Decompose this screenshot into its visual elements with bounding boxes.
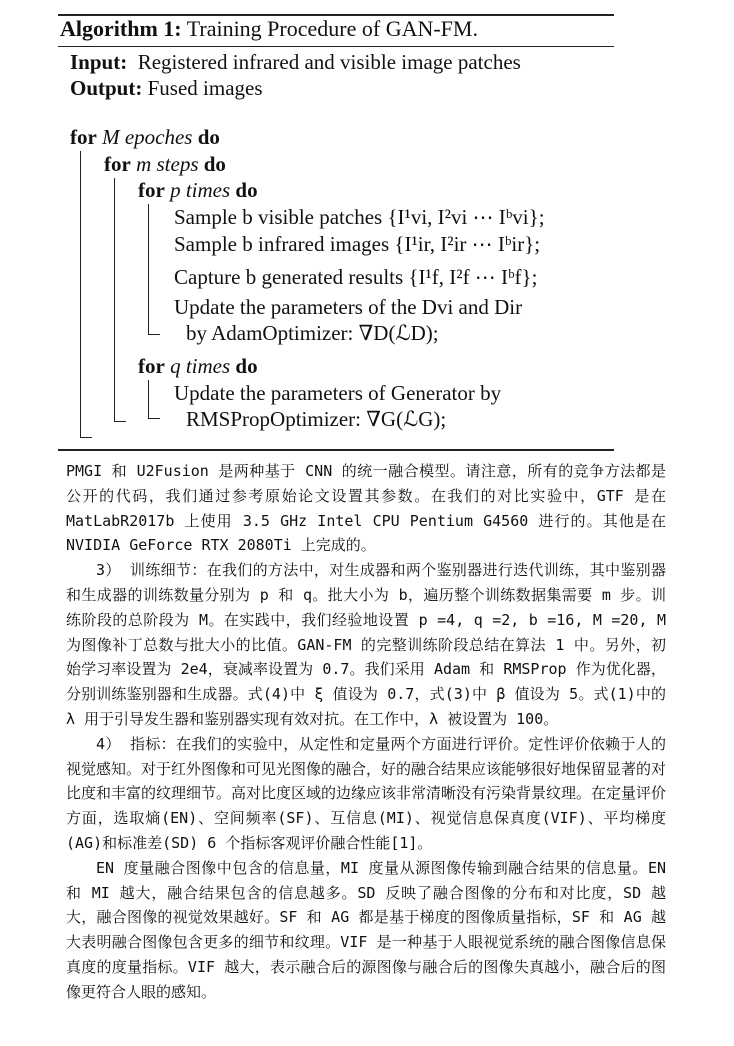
paragraph-competing-methods: PMGI 和 U2Fusion 是两种基于 CNN 的统一融合模型。请注意，所有的竞争方法都是公开的代码，我们通过参考原始论文设置其参数。在我们的对比实验中，GTF 是在 MatLabR2017b 上使用 3.5 GHz Intel CPU Pentium G4560 进行的。其他是在 NVIDIA GeForce RTX 2080Ti 上完成的。 (66, 462, 666, 555)
paragraph-training-details: 3） 训练细节：在我们的方法中，对生成器和两个鉴别器进行迭代训练，其中鉴别器和生成器的训练数量分别为 p 和 q。批大小为 b，遍历整个训练数据集需要 m 步。训练阶段的总阶段为 M。在实践中，我们经验地设置 p =4, q =2, b =16, M =20, M 为图像补丁总数与批大小的比值。GAN-FM 的完整训练阶段总结在算法 1 中。另外，初始学习率设置为 2e4，衰减率设置为 0.7。我们采用 Adam 和 RMSProp 作为优化器，分别训练鉴别器和生成器。式(4)中 ξ 值设为 0.7，式(3)中 β 值设为 5。式(1)中的 λ 用于引导发生器和鉴别器实现有效对抗。在工作中，λ 被设置为 100。 (66, 561, 666, 728)
for-keyword: for (104, 152, 131, 176)
block-end-p (148, 334, 160, 335)
block-end-epochs (80, 437, 92, 438)
algorithm-output (70, 76, 263, 100)
output-label: Output: (70, 76, 143, 100)
do-keyword: do (203, 152, 226, 176)
sample-visible-line: Sample b visible patches {I¹vi, I²vi ⋯ Iᵇvi}; (174, 205, 545, 229)
block-bar-epochs (80, 151, 81, 437)
block-bar-q (148, 380, 149, 418)
block-bar-steps (114, 178, 115, 421)
for-q-var: q times (170, 354, 231, 378)
algorithm-label: Algorithm 1: (60, 16, 182, 41)
for-p-var: p times (170, 178, 231, 202)
algorithm-input (70, 50, 521, 74)
for-keyword: for (138, 354, 165, 378)
update-generator-line-2: RMSPropOptimizer: ∇G(ℒG); (186, 407, 447, 431)
algorithm-name: Training Procedure of GAN-FM. (186, 16, 478, 41)
block-bar-p (148, 204, 149, 334)
for-steps-var: m steps (136, 152, 199, 176)
sample-infrared-line: Sample b infrared images {I¹ir, I²ir ⋯ Iᵇir}; (174, 232, 541, 256)
do-keyword: do (235, 178, 258, 202)
algorithm-box (58, 14, 614, 451)
for-p-line (138, 178, 258, 202)
block-end-steps (114, 421, 126, 422)
algorithm-title-rule (58, 46, 614, 47)
input-label: Input: (70, 50, 128, 74)
paragraph-metrics: 4） 指标：在我们的实验中，从定性和定量两个方面进行评价。定性评价依赖于人的视觉感知。对于红外图像和可见光图像的融合，好的融合结果应该能够很好地保留显著的对比度和丰富的纹理细节。高对比度区域的边缘应该非常清晰没有污染背景纹理。在定量评价方面，选取熵(EN)、空间频率(SF)、互信息(MI)、视觉信息保真度(VIF)、平均梯度(AG)和标准差(SD) 6 个指标客观评价融合性能[1]。 (66, 734, 667, 852)
for-keyword: for (70, 125, 97, 149)
do-keyword: do (197, 125, 220, 149)
input-text: Registered infrared and visible image patches (137, 50, 521, 74)
algorithm-bottom-rule (58, 449, 614, 451)
for-keyword: for (138, 178, 165, 202)
capture-line: Capture b generated results {I¹f, I²f ⋯ Iᵇf}; (174, 265, 538, 289)
block-end-q (148, 418, 160, 419)
for-steps-line (104, 152, 226, 176)
update-discriminator-line-1: Update the parameters of the Dvi and Dir (174, 295, 523, 319)
update-discriminator-line-2: by AdamOptimizer: ∇D(ℒD); (186, 321, 439, 345)
algorithm-title (60, 17, 478, 41)
for-epochs-line (70, 125, 220, 149)
update-generator-line-1: Update the parameters of Generator by (174, 381, 502, 405)
for-q-line (138, 354, 258, 378)
do-keyword: do (235, 354, 258, 378)
paragraph-metric-definitions: EN 度量融合图像中包含的信息量，MI 度量从源图像传输到融合结果的信息量。EN 和 MI 越大，融合结果包含的信息越多。SD 反映了融合图像的分布和对比度，SD 越大，融合图像的视觉效果越好。SF 和 AG 都是基于梯度的图像质量指标，SF 和 AG 越大表明融合图像包含更多的细节和纹理。VIF 是一种基于人眼视觉系统的融合图像信息保真度的度量指标。VIF 越大，表示融合后的源图像与融合后的图像失真越小，融合后的图像更符合人眼的感知。 (66, 858, 666, 1001)
body-text (66, 459, 666, 1005)
for-epochs-var: M epoches (102, 125, 193, 149)
output-text: Fused images (147, 76, 263, 100)
